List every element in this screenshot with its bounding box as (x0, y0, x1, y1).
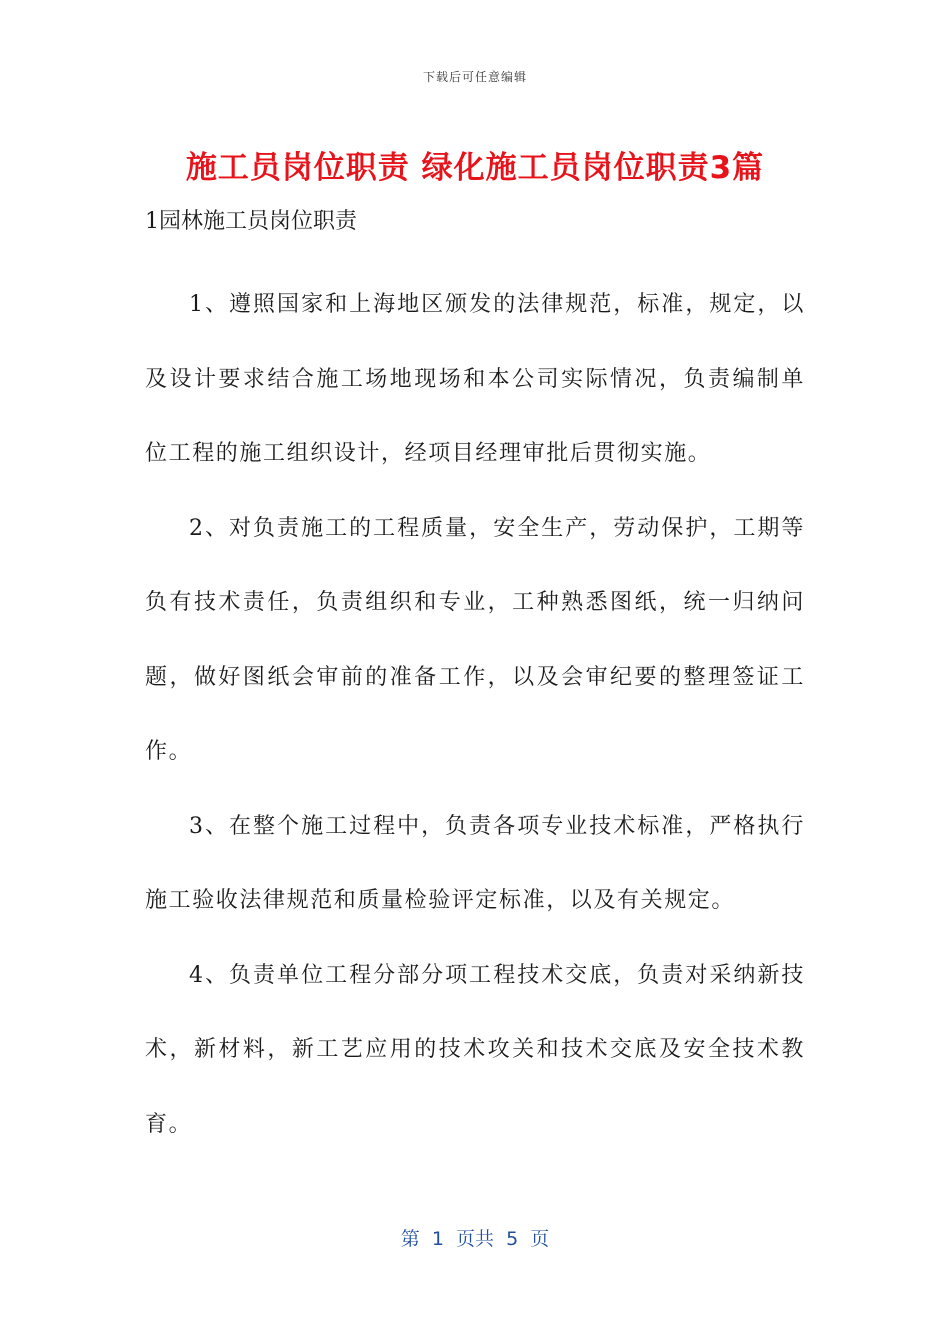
section-heading: 1园林施工员岗位职责 (145, 209, 357, 234)
header-note: 下载后可任意编辑 (422, 70, 527, 84)
paragraph-1: 1、遵照国家和上海地区颁发的法律规范，标准，规定，以及设计要求结合施工场地现场和本公司实际情况，负责编制单位工程的施工组织设计，经项目经理审批后贯彻实施。 (145, 292, 805, 466)
paragraph-2: 2、对负责施工的工程质量，安全生产，劳动保护，工期等负有技术责任，负责组织和专业，工种熟悉图纸，统一归纳问题，做好图纸会审前的准备工作，以及会审纪要的整理签证工作。 (145, 515, 805, 764)
paragraph-4: 4、负责单位工程分部分项工程技术交底，负责对采纳新技术，新材料，新工艺应用的技术攻关和技术交底及安全技术教育。 (145, 962, 805, 1137)
page-footer: 第 1 页共 5 页 (400, 1228, 550, 1250)
body-text (145, 268, 805, 1162)
paragraph-3: 3、在整个施工过程中，负责各项专业技术标准，严格执行施工验收法律规范和质量检验评定标准，以及有关规定。 (145, 813, 805, 913)
document-title: 施工员岗位职责 绿化施工员岗位职责3篇 (185, 150, 765, 186)
